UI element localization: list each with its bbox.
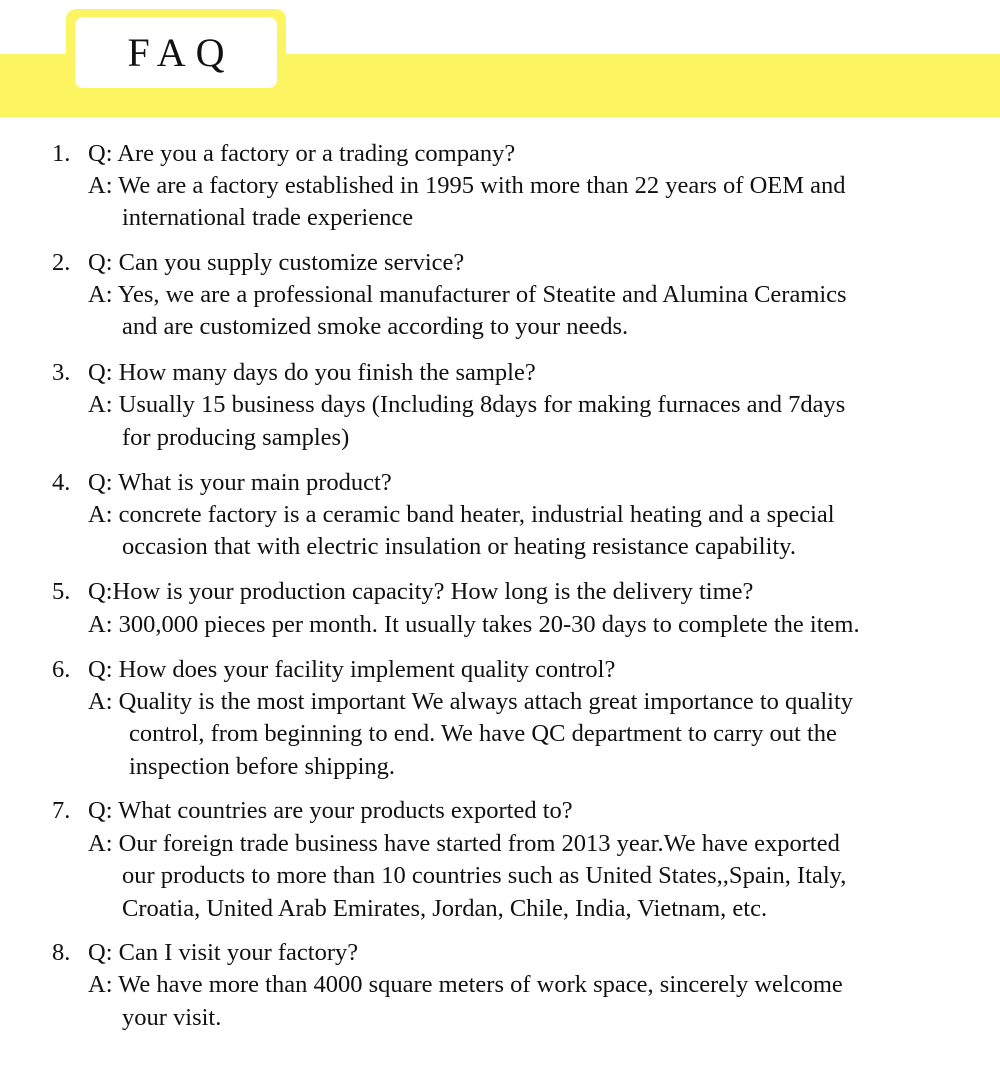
faq-number: 8. [52,939,71,966]
faq-answer-line: A: 300,000 pieces per month. It usually takes 20-30 days to complete the item. [88,611,860,638]
faq-answer-line: Croatia, United Arab Emirates, Jordan, Chile, India, Vietnam, etc. [122,895,768,922]
faq-number: 4. [52,469,71,496]
faq-number: 6. [52,656,71,683]
faq-answer-line: your visit. [122,1004,222,1031]
faq-question: Q: What is your main product? [88,469,392,496]
faq-answer-line: A: We are a factory established in 1995 with more than 22 years of OEM and [88,172,846,199]
faq-question: Q: Are you a factory or a trading company? [88,140,516,167]
faq-question: Q: Can you supply customize service? [88,249,465,276]
faq-answer-line: and are customized smoke according to your needs. [122,313,629,340]
faq-answer-line: A: Usually 15 business days (Including 8days for making furnaces and 7days [88,391,846,418]
faq-number: 2. [52,249,71,276]
faq-answer-line: for producing samples) [122,424,350,451]
page-title: FAQ [127,30,235,75]
faq-question: Q: How does your facility implement quality control? [88,656,616,683]
faq-answer-line: international trade experience [122,204,414,231]
faq-number: 3. [52,359,71,386]
faq-question: Q: Can I visit your factory? [88,939,359,966]
faq-answer-line: A: We have more than 4000 square meters of work space, sincerely welcome [88,971,843,998]
faq-answer-line: our products to more than 10 countries such as United States,,Spain, Italy, [122,862,847,889]
faq-answer-line: control, from beginning to end. We have QC department to carry out the [129,720,837,747]
faq-answer-line: A: Our foreign trade business have started from 2013 year.We have exported [88,830,840,857]
faq-answer-line: inspection before shipping. [129,753,396,780]
faq-question: Q: How many days do you finish the sample? [88,359,536,386]
faq-answer-line: A: concrete factory is a ceramic band heater, industrial heating and a special [88,501,835,528]
faq-answer-line: A: Yes, we are a professional manufacturer of Steatite and Alumina Ceramics [88,281,847,308]
faq-answer-line: A: Quality is the most important We always attach great importance to quality [88,688,854,715]
faq-number: 7. [52,797,71,824]
faq-answer-line: occasion that with electric insulation or heating resistance capability. [122,533,796,560]
faq-question: Q: What countries are your products exported to? [88,797,573,824]
faq-question: Q:How is your production capacity? How long is the delivery time? [88,578,754,605]
faq-number: 1. [52,140,71,167]
faq-number: 5. [52,578,71,605]
